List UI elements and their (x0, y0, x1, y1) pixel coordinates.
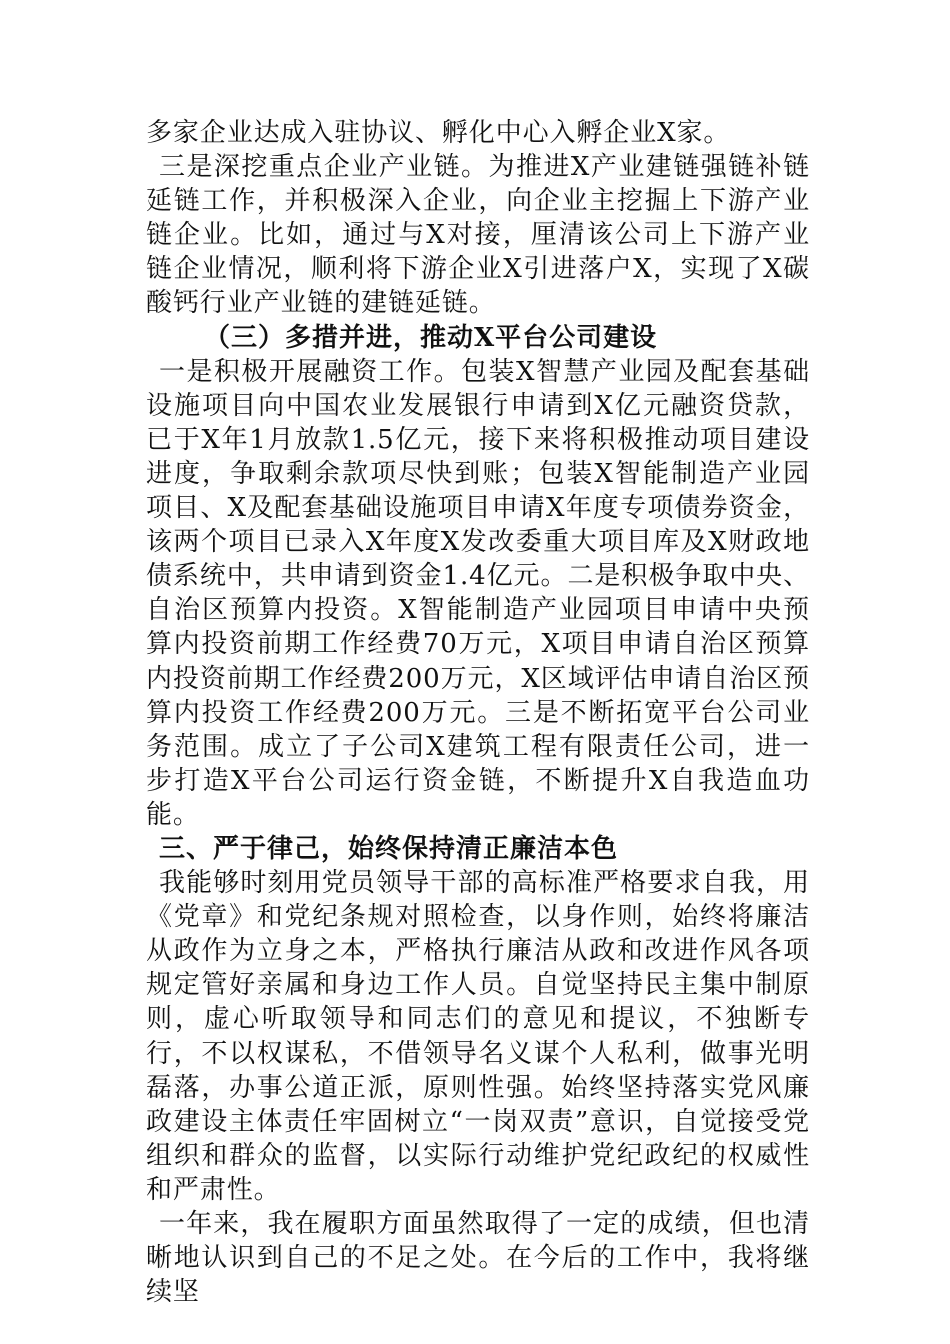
paragraph-industry-chain: 三是深挖重点企业产业链。为推进X产业建链强链补链延链工作，并积极深入企业，向企业主挖掘上下游产业链企业。比如，通过与X对接，厘清该公司上下游产业链企业情况，顺利将下游企业X引进落户X，实现了X碳酸钙行业产业链的建链延链。 (146, 152, 810, 319)
section-heading: 三、严于律己，始终保持清正廉洁本色 (159, 833, 619, 864)
paragraph-continuation: 多家企业达成入驻协议、孵化中心入孵企业X家。 (146, 118, 731, 148)
paragraph-financing: 一是积极开展融资工作。包装X智慧产业园及配套基础设施项目向中国农业发展银行申请到X亿元融资贷款，已于X年1月放款1.5亿元，接下来将积极推动项目建设进度，争取剩余款项尽快到账；包装X智能制造产业园项目、X及配套基础设施项目申请X年度专项债券资金，该两个项目已录入X年度X发改委重大项目库及X财政地债系统中，共申请到资金1.4亿元。二是积极争取中央、自治区预算内投资。X智能制造产业园项目申请中央预算内投资前期工作经费70万元，X项目申请自治区预算内投资前期工作经费200万元，X区域评估申请自治区预算内投资工作经费200万元。三是不断拓宽平台公司业务范围。成立了子公司X建筑工程有限责任公司，进一步打造X平台公司运行资金链，不断提升X自我造血功能。 (146, 356, 810, 830)
paragraph-summary: 一年来，我在履职方面虽然取得了一定的成绩，但也清晰地认识到自己的不足之处。在今后的工作中，我将继续坚 (146, 1209, 810, 1308)
section-subheading: （三）多措并进，推动X平台公司建设 (204, 322, 658, 353)
paragraph-integrity: 我能够时刻用党员领导干部的高标准严格要求自我，用《党章》和党纪条规对照检查，以身作则，始终将廉洁从政作为立身之本，严格执行廉洁从政和改进作风各项规定管好亲属和身边工作人员。自觉坚持民主集中制原则，虚心听取领导和同志们的意见和提议，不独断专行，不以权谋私，不借领导名义谋个人私利，做事光明磊落，办事公道正派，原则性强。始终坚持落实党风廉政建设主体责任牢固树立“一岗双责”意识，自觉接受党组织和群众的监督，以实际行动维护党纪政纪的权威性和严肃性。 (146, 868, 810, 1205)
document-body (146, 116, 810, 1309)
